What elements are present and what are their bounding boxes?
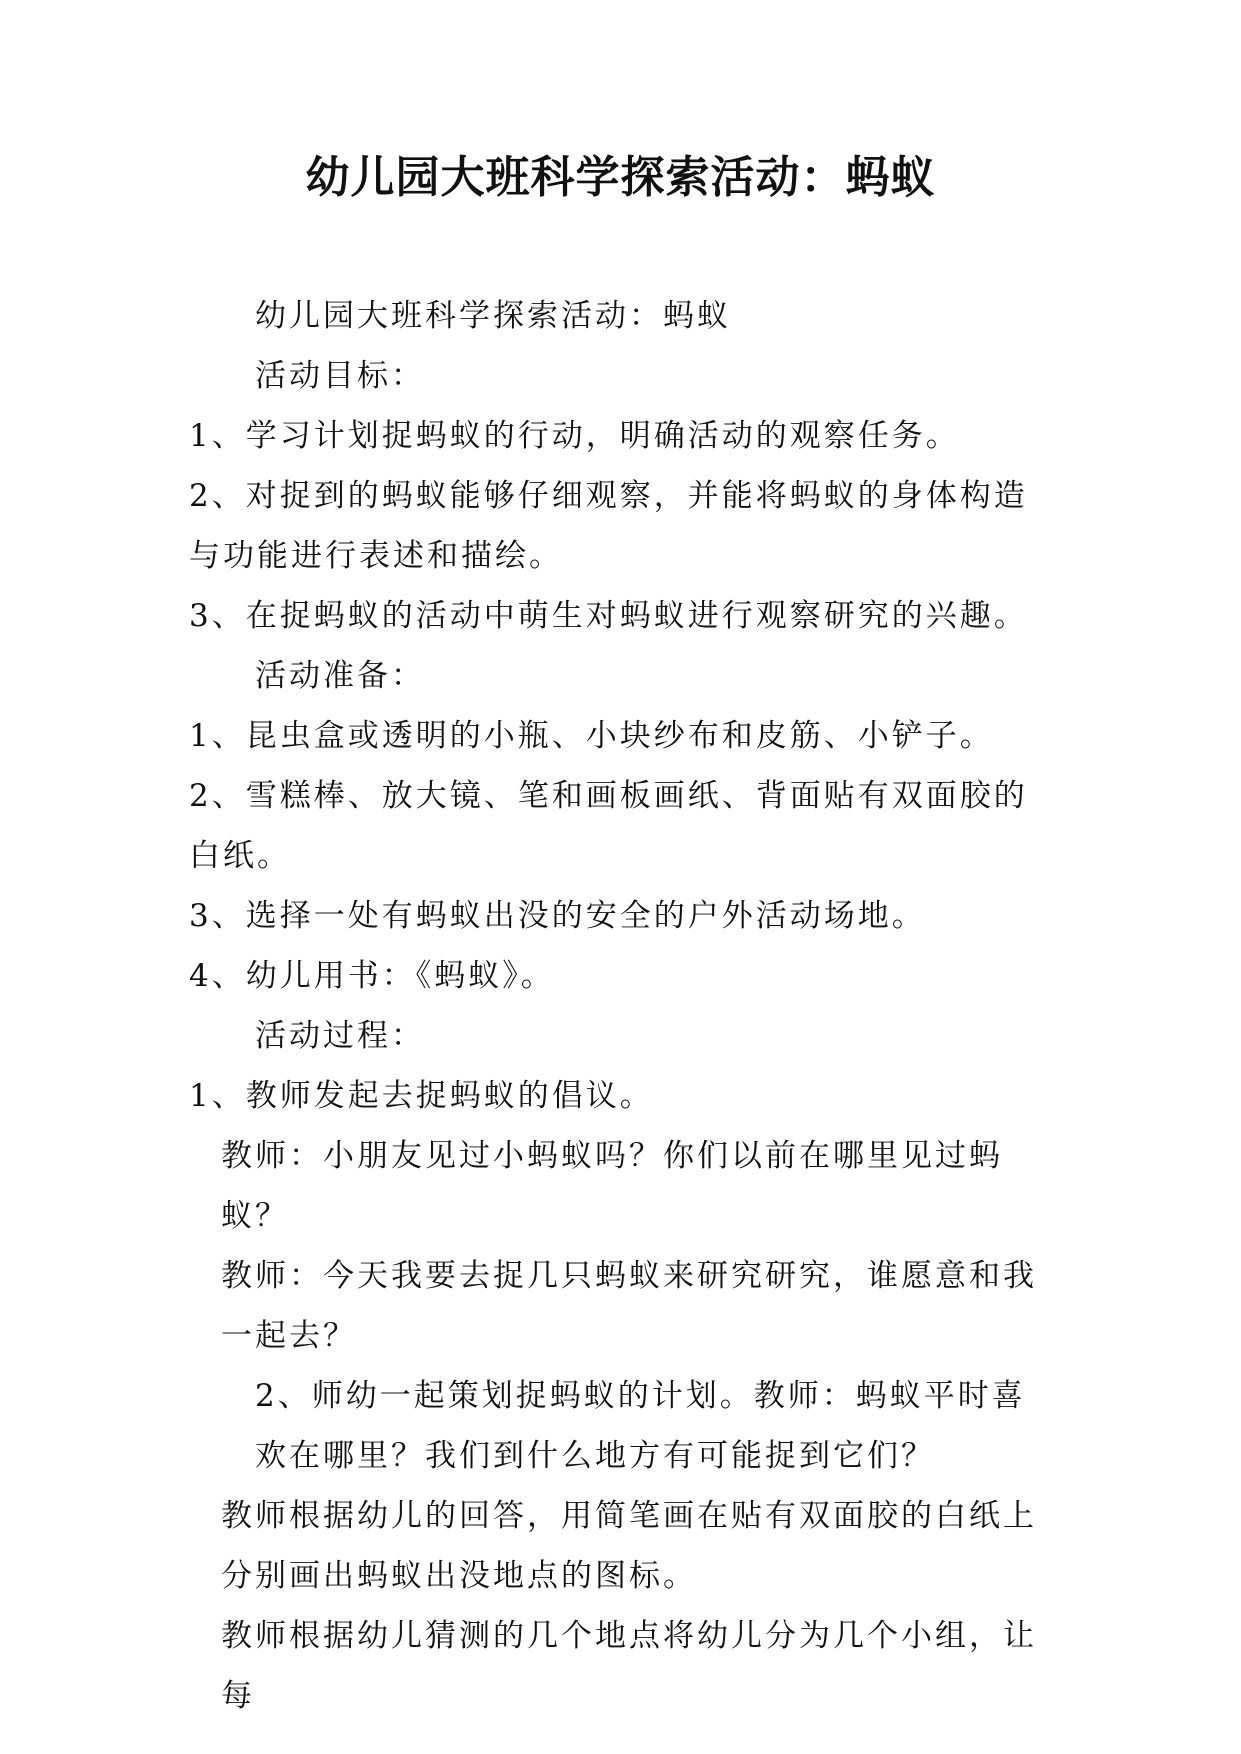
process-step-1: 1、教师发起去捉蚂蚁的倡议。 — [189, 1078, 654, 1114]
document-title: 幼儿园大班科学探索活动：蚂蚁 — [305, 152, 936, 203]
heading-preparation: 活动准备： — [255, 658, 425, 694]
process-paragraph-drawing: 教师根据幼儿的回答，用简笔画在贴有双面胶的白纸上分别画出蚂蚁出没地点的图标。 — [221, 1498, 1037, 1594]
paragraph-subtitle: 幼儿园大班科学探索活动：蚂蚁 — [255, 298, 731, 334]
preparation-item-2: 2、雪糕棒、放大镜、笔和画板画纸、背面贴有双面胶的白纸。 — [189, 778, 1028, 874]
process-step-2: 2、师幼一起策划捉蚂蚁的计划。教师：蚂蚁平时喜欢在哪里？我们到什么地方有可能捉到它们？ — [255, 1378, 1026, 1474]
objective-item-2: 2、对捉到的蚂蚁能够仔细观察，并能将蚂蚁的身体构造与功能进行表述和描绘。 — [189, 478, 1028, 574]
teacher-dialogue-1: 教师：小朋友见过小蚂蚁吗？你们以前在哪里见过蚂蚁？ — [221, 1138, 1003, 1234]
objective-item-1: 1、学习计划捉蚂蚁的行动，明确活动的观察任务。 — [189, 418, 960, 454]
preparation-item-1: 1、昆虫盒或透明的小瓶、小块纱布和皮筋、小铲子。 — [189, 718, 994, 754]
preparation-item-4: 4、幼儿用书：《蚂蚁》。 — [189, 958, 555, 994]
heading-objectives: 活动目标： — [255, 358, 425, 394]
teacher-dialogue-2: 教师：今天我要去捉几只蚂蚁来研究研究，谁愿意和我一起去？ — [221, 1258, 1037, 1354]
process-paragraph-groups: 教师根据幼儿猜测的几个地点将幼儿分为几个小组，让每 — [221, 1618, 1037, 1714]
objective-item-3: 3、在捉蚂蚁的活动中萌生对蚂蚁进行观察研究的兴趣。 — [189, 598, 1028, 634]
preparation-item-3: 3、选择一处有蚂蚁出没的安全的户外活动场地。 — [189, 898, 926, 934]
document-body — [189, 286, 1059, 1726]
heading-process: 活动过程： — [255, 1018, 425, 1054]
